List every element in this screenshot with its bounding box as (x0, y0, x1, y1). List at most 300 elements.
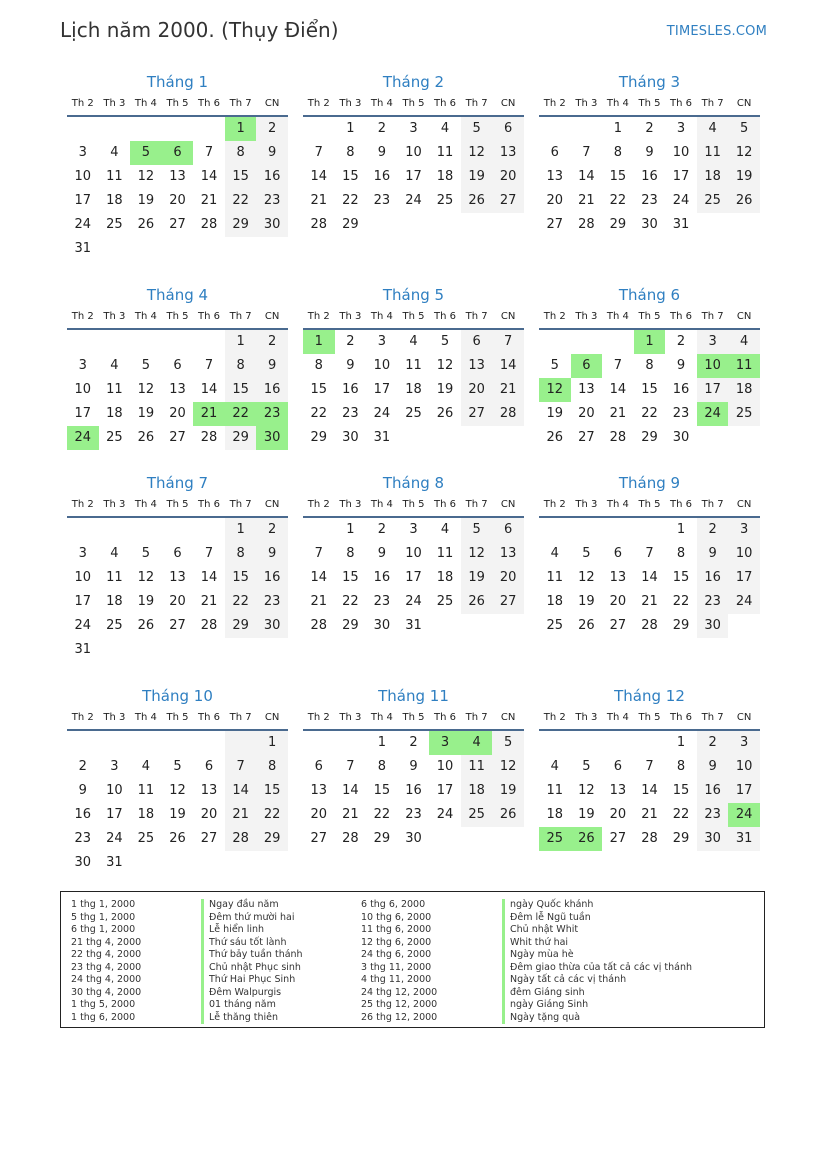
day-cell[interactable]: 5 (461, 117, 493, 141)
day-cell[interactable]: 16 (256, 378, 288, 402)
day-cell[interactable]: 19 (461, 566, 493, 590)
day-cell[interactable]: 8 (314, 358, 323, 373)
day-cell[interactable]: 4 (110, 546, 119, 561)
day-cell[interactable]: 16 (672, 382, 690, 397)
holiday-day-cell[interactable]: 4 (461, 731, 493, 755)
day-cell[interactable]: 30 (373, 618, 391, 633)
day-cell[interactable]: 13 (609, 783, 627, 798)
day-cell[interactable]: 28 (609, 430, 627, 445)
holiday-day-cell[interactable]: 25 (539, 827, 571, 851)
day-cell[interactable]: 11 (546, 570, 564, 585)
day-cell[interactable]: 9 (676, 358, 686, 373)
brand-link[interactable]: TIMESLES.COM (666, 24, 767, 39)
day-cell[interactable]: 7 (204, 145, 214, 160)
day-cell[interactable]: 17 (106, 807, 123, 822)
day-cell[interactable]: 18 (106, 406, 123, 421)
day-cell[interactable]: 5 (492, 731, 524, 755)
day-cell[interactable]: 23 (672, 406, 690, 421)
day-cell[interactable]: 4 (141, 759, 151, 774)
day-cell[interactable]: 7 (346, 759, 355, 774)
day-cell[interactable]: 21 (225, 803, 257, 827)
day-cell[interactable]: 5 (550, 358, 559, 373)
day-cell[interactable]: 4 (550, 759, 559, 774)
holiday-day-cell[interactable]: 10 (697, 354, 729, 378)
day-cell[interactable]: 6 (492, 518, 524, 542)
day-cell[interactable]: 20 (492, 165, 524, 189)
day-cell[interactable]: 19 (546, 406, 564, 421)
day-cell[interactable]: 22 (256, 803, 288, 827)
day-cell[interactable]: 11 (461, 755, 493, 779)
day-cell[interactable]: 6 (173, 358, 182, 373)
day-cell[interactable]: 13 (310, 783, 328, 798)
day-cell[interactable]: 17 (373, 382, 391, 397)
day-cell[interactable]: 2 (346, 334, 355, 349)
day-cell[interactable]: 6 (461, 330, 493, 354)
day-cell[interactable]: 28 (200, 217, 218, 232)
day-cell[interactable]: 26 (546, 430, 564, 445)
day-cell[interactable]: 12 (137, 382, 155, 397)
day-cell[interactable]: 31 (74, 241, 92, 256)
day-cell[interactable]: 9 (256, 542, 288, 566)
day-cell[interactable]: 21 (609, 406, 627, 421)
day-cell[interactable]: 16 (697, 566, 729, 590)
day-cell[interactable]: 22 (672, 594, 690, 609)
day-cell[interactable]: 9 (697, 542, 729, 566)
day-cell[interactable]: 24 (74, 618, 92, 633)
day-cell[interactable]: 25 (106, 430, 123, 445)
day-cell[interactable]: 27 (492, 590, 524, 614)
day-cell[interactable]: 25 (546, 618, 564, 633)
day-cell[interactable]: 12 (578, 783, 595, 798)
day-cell[interactable]: 1 (346, 121, 355, 136)
day-cell[interactable]: 20 (200, 807, 218, 822)
holiday-day-cell[interactable]: 21 (193, 402, 225, 426)
day-cell[interactable]: 14 (310, 169, 328, 184)
day-cell[interactable]: 16 (373, 169, 391, 184)
day-cell[interactable]: 23 (342, 406, 359, 421)
day-cell[interactable]: 16 (373, 570, 391, 585)
day-cell[interactable]: 12 (137, 169, 155, 184)
day-cell[interactable]: 10 (74, 382, 92, 397)
day-cell[interactable]: 3 (728, 731, 760, 755)
day-cell[interactable]: 21 (342, 807, 359, 822)
day-cell[interactable]: 17 (672, 169, 690, 184)
day-cell[interactable]: 28 (310, 217, 328, 232)
day-cell[interactable]: 5 (141, 546, 151, 561)
day-cell[interactable]: 23 (373, 594, 391, 609)
day-cell[interactable]: 21 (578, 193, 595, 208)
day-cell[interactable]: 1 (346, 522, 355, 537)
day-cell[interactable]: 24 (74, 217, 92, 232)
day-cell[interactable]: 12 (492, 755, 524, 779)
day-cell[interactable]: 5 (582, 759, 591, 774)
day-cell[interactable]: 2 (256, 117, 288, 141)
day-cell[interactable]: 19 (461, 165, 493, 189)
day-cell[interactable]: 3 (409, 121, 418, 136)
day-cell[interactable]: 7 (492, 330, 524, 354)
day-cell[interactable]: 20 (609, 807, 627, 822)
day-cell[interactable]: 6 (204, 759, 214, 774)
day-cell[interactable]: 4 (110, 145, 119, 160)
day-cell[interactable]: 24 (373, 406, 391, 421)
day-cell[interactable]: 13 (169, 382, 186, 397)
day-cell[interactable]: 23 (74, 831, 92, 846)
day-cell[interactable]: 27 (609, 618, 627, 633)
day-cell[interactable]: 9 (256, 354, 288, 378)
day-cell[interactable]: 15 (641, 382, 658, 397)
day-cell[interactable]: 6 (613, 759, 623, 774)
day-cell[interactable]: 16 (256, 566, 288, 590)
day-cell[interactable]: 24 (405, 193, 422, 208)
day-cell[interactable]: 7 (204, 546, 214, 561)
day-cell[interactable]: 20 (578, 406, 595, 421)
day-cell[interactable]: 19 (137, 594, 155, 609)
day-cell[interactable]: 6 (492, 117, 524, 141)
day-cell[interactable]: 28 (225, 827, 257, 851)
day-cell[interactable]: 29 (672, 618, 690, 633)
day-cell[interactable]: 23 (405, 807, 422, 822)
day-cell[interactable]: 17 (74, 594, 92, 609)
day-cell[interactable]: 25 (137, 831, 155, 846)
day-cell[interactable]: 12 (137, 570, 155, 585)
day-cell[interactable]: 30 (672, 430, 690, 445)
day-cell[interactable]: 14 (492, 354, 524, 378)
day-cell[interactable]: 22 (310, 406, 328, 421)
day-cell[interactable]: 18 (697, 165, 729, 189)
day-cell[interactable]: 20 (461, 378, 493, 402)
day-cell[interactable]: 14 (641, 783, 658, 798)
day-cell[interactable]: 18 (106, 594, 123, 609)
day-cell[interactable]: 3 (697, 330, 729, 354)
holiday-day-cell[interactable]: 1 (225, 117, 257, 141)
day-cell[interactable]: 13 (492, 141, 524, 165)
day-cell[interactable]: 18 (106, 193, 123, 208)
day-cell[interactable]: 14 (609, 382, 627, 397)
day-cell[interactable]: 8 (256, 755, 288, 779)
day-cell[interactable]: 1 (676, 735, 686, 750)
day-cell[interactable]: 29 (225, 213, 257, 237)
day-cell[interactable]: 12 (578, 570, 595, 585)
day-cell[interactable]: 2 (697, 518, 729, 542)
day-cell[interactable]: 29 (225, 426, 257, 450)
day-cell[interactable]: 29 (310, 430, 328, 445)
day-cell[interactable]: 20 (609, 594, 627, 609)
day-cell[interactable]: 2 (676, 334, 686, 349)
day-cell[interactable]: 16 (256, 165, 288, 189)
day-cell[interactable]: 21 (310, 594, 328, 609)
day-cell[interactable]: 15 (256, 779, 288, 803)
day-cell[interactable]: 23 (641, 193, 658, 208)
day-cell[interactable]: 30 (697, 614, 729, 638)
day-cell[interactable]: 17 (74, 193, 92, 208)
day-cell[interactable]: 18 (546, 807, 564, 822)
day-cell[interactable]: 8 (225, 141, 257, 165)
day-cell[interactable]: 15 (225, 378, 257, 402)
day-cell[interactable]: 7 (204, 358, 214, 373)
day-cell[interactable]: 13 (492, 542, 524, 566)
day-cell[interactable]: 1 (676, 522, 686, 537)
day-cell[interactable]: 15 (672, 783, 690, 798)
day-cell[interactable]: 26 (137, 618, 155, 633)
day-cell[interactable]: 8 (346, 145, 355, 160)
day-cell[interactable]: 8 (676, 546, 686, 561)
day-cell[interactable]: 11 (106, 382, 123, 397)
day-cell[interactable]: 4 (440, 121, 450, 136)
day-cell[interactable]: 8 (377, 759, 387, 774)
day-cell[interactable]: 14 (578, 169, 595, 184)
day-cell[interactable]: 11 (436, 546, 454, 561)
day-cell[interactable]: 2 (256, 518, 288, 542)
holiday-day-cell[interactable]: 26 (571, 827, 603, 851)
day-cell[interactable]: 28 (310, 618, 328, 633)
day-cell[interactable]: 20 (169, 406, 186, 421)
holiday-day-cell[interactable]: 6 (162, 141, 194, 165)
day-cell[interactable]: 18 (436, 169, 454, 184)
day-cell[interactable]: 13 (578, 382, 595, 397)
day-cell[interactable]: 24 (405, 594, 422, 609)
day-cell[interactable]: 30 (405, 831, 422, 846)
day-cell[interactable]: 14 (200, 382, 218, 397)
day-cell[interactable]: 21 (200, 594, 218, 609)
day-cell[interactable]: 12 (728, 141, 760, 165)
holiday-day-cell[interactable]: 1 (303, 330, 335, 354)
day-cell[interactable]: 4 (697, 117, 729, 141)
day-cell[interactable]: 14 (641, 570, 658, 585)
day-cell[interactable]: 4 (110, 358, 119, 373)
day-cell[interactable]: 21 (641, 807, 658, 822)
day-cell[interactable]: 8 (225, 542, 257, 566)
holiday-day-cell[interactable]: 22 (225, 402, 257, 426)
day-cell[interactable]: 1 (256, 731, 288, 755)
day-cell[interactable]: 20 (310, 807, 328, 822)
day-cell[interactable]: 20 (169, 594, 186, 609)
day-cell[interactable]: 26 (461, 189, 493, 213)
holiday-day-cell[interactable]: 3 (429, 731, 461, 755)
day-cell[interactable]: 27 (578, 430, 595, 445)
day-cell[interactable]: 10 (436, 759, 454, 774)
day-cell[interactable]: 22 (672, 807, 690, 822)
day-cell[interactable]: 18 (461, 779, 493, 803)
day-cell[interactable]: 29 (641, 430, 658, 445)
day-cell[interactable]: 4 (728, 330, 760, 354)
day-cell[interactable]: 3 (78, 358, 87, 373)
day-cell[interactable]: 19 (728, 165, 760, 189)
day-cell[interactable]: 3 (676, 121, 686, 136)
day-cell[interactable]: 26 (728, 189, 760, 213)
day-cell[interactable]: 27 (169, 430, 186, 445)
day-cell[interactable]: 2 (645, 121, 654, 136)
day-cell[interactable]: 22 (609, 193, 627, 208)
day-cell[interactable]: 31 (74, 642, 92, 657)
day-cell[interactable]: 25 (436, 594, 454, 609)
day-cell[interactable]: 22 (373, 807, 391, 822)
day-cell[interactable]: 20 (492, 566, 524, 590)
day-cell[interactable]: 2 (409, 735, 418, 750)
day-cell[interactable]: 13 (169, 169, 186, 184)
day-cell[interactable]: 21 (310, 193, 328, 208)
day-cell[interactable]: 27 (169, 217, 186, 232)
day-cell[interactable]: 15 (342, 169, 359, 184)
day-cell[interactable]: 25 (461, 803, 493, 827)
day-cell[interactable]: 24 (672, 193, 690, 208)
day-cell[interactable]: 5 (728, 117, 760, 141)
holiday-day-cell[interactable]: 24 (67, 426, 99, 450)
day-cell[interactable]: 20 (546, 193, 564, 208)
day-cell[interactable]: 17 (405, 570, 422, 585)
day-cell[interactable]: 28 (200, 618, 218, 633)
day-cell[interactable]: 28 (342, 831, 359, 846)
day-cell[interactable]: 6 (550, 145, 559, 160)
day-cell[interactable]: 5 (141, 358, 151, 373)
day-cell[interactable]: 16 (74, 807, 92, 822)
holiday-day-cell[interactable]: 1 (634, 330, 666, 354)
day-cell[interactable]: 22 (641, 406, 658, 421)
day-cell[interactable]: 18 (137, 807, 155, 822)
day-cell[interactable]: 26 (137, 430, 155, 445)
day-cell[interactable]: 25 (728, 402, 760, 426)
day-cell[interactable]: 17 (405, 169, 422, 184)
day-cell[interactable]: 15 (373, 783, 391, 798)
day-cell[interactable]: 19 (137, 406, 155, 421)
day-cell[interactable]: 23 (373, 193, 391, 208)
day-cell[interactable]: 3 (78, 546, 87, 561)
day-cell[interactable]: 10 (373, 358, 391, 373)
day-cell[interactable]: 31 (672, 217, 690, 232)
day-cell[interactable]: 24 (728, 590, 760, 614)
day-cell[interactable]: 10 (74, 169, 92, 184)
day-cell[interactable]: 29 (373, 831, 391, 846)
day-cell[interactable]: 25 (697, 189, 729, 213)
day-cell[interactable]: 16 (405, 783, 422, 798)
day-cell[interactable]: 28 (641, 831, 658, 846)
day-cell[interactable]: 27 (492, 189, 524, 213)
day-cell[interactable]: 1 (225, 518, 257, 542)
day-cell[interactable]: 26 (169, 831, 186, 846)
day-cell[interactable]: 7 (582, 145, 591, 160)
day-cell[interactable]: 22 (225, 590, 257, 614)
holiday-day-cell[interactable]: 12 (539, 378, 571, 402)
day-cell[interactable]: 9 (409, 759, 418, 774)
day-cell[interactable]: 31 (405, 618, 422, 633)
day-cell[interactable]: 10 (405, 145, 422, 160)
day-cell[interactable]: 19 (578, 594, 595, 609)
day-cell[interactable]: 8 (346, 546, 355, 561)
day-cell[interactable]: 21 (641, 594, 658, 609)
day-cell[interactable]: 25 (106, 217, 123, 232)
day-cell[interactable]: 26 (137, 217, 155, 232)
holiday-day-cell[interactable]: 11 (728, 354, 760, 378)
day-cell[interactable]: 13 (609, 570, 627, 585)
day-cell[interactable]: 29 (256, 827, 288, 851)
day-cell[interactable]: 25 (106, 618, 123, 633)
day-cell[interactable]: 14 (200, 570, 218, 585)
day-cell[interactable]: 17 (697, 378, 729, 402)
holiday-day-cell[interactable]: 24 (728, 803, 760, 827)
day-cell[interactable]: 12 (169, 783, 186, 798)
day-cell[interactable]: 28 (578, 217, 595, 232)
day-cell[interactable]: 24 (436, 807, 454, 822)
day-cell[interactable]: 10 (405, 546, 422, 561)
day-cell[interactable]: 18 (546, 594, 564, 609)
day-cell[interactable]: 2 (697, 731, 729, 755)
day-cell[interactable]: 21 (200, 193, 218, 208)
day-cell[interactable]: 10 (728, 542, 760, 566)
day-cell[interactable]: 18 (728, 378, 760, 402)
day-cell[interactable]: 27 (310, 831, 328, 846)
day-cell[interactable]: 8 (225, 354, 257, 378)
day-cell[interactable]: 14 (310, 570, 328, 585)
day-cell[interactable]: 8 (676, 759, 686, 774)
day-cell[interactable]: 2 (377, 121, 387, 136)
day-cell[interactable]: 7 (225, 755, 257, 779)
day-cell[interactable]: 2 (256, 330, 288, 354)
day-cell[interactable]: 31 (106, 855, 123, 870)
day-cell[interactable]: 24 (106, 831, 123, 846)
day-cell[interactable]: 27 (200, 831, 218, 846)
day-cell[interactable]: 15 (342, 570, 359, 585)
day-cell[interactable]: 6 (613, 546, 623, 561)
day-cell[interactable]: 27 (461, 402, 493, 426)
day-cell[interactable]: 13 (461, 354, 493, 378)
day-cell[interactable]: 7 (314, 145, 323, 160)
day-cell[interactable]: 15 (310, 382, 328, 397)
day-cell[interactable]: 10 (74, 570, 92, 585)
day-cell[interactable]: 17 (728, 779, 760, 803)
day-cell[interactable]: 6 (314, 759, 323, 774)
day-cell[interactable]: 14 (225, 779, 257, 803)
day-cell[interactable]: 25 (436, 193, 454, 208)
day-cell[interactable]: 17 (74, 406, 92, 421)
day-cell[interactable]: 21 (492, 378, 524, 402)
day-cell[interactable]: 30 (641, 217, 658, 232)
day-cell[interactable]: 11 (106, 570, 123, 585)
day-cell[interactable]: 15 (225, 165, 257, 189)
day-cell[interactable]: 30 (256, 614, 288, 638)
day-cell[interactable]: 1 (377, 735, 387, 750)
day-cell[interactable]: 9 (377, 145, 387, 160)
day-cell[interactable]: 23 (697, 803, 729, 827)
day-cell[interactable]: 12 (436, 358, 454, 373)
day-cell[interactable]: 16 (342, 382, 359, 397)
day-cell[interactable]: 11 (436, 145, 454, 160)
day-cell[interactable]: 9 (697, 755, 729, 779)
day-cell[interactable]: 3 (728, 518, 760, 542)
day-cell[interactable]: 17 (728, 566, 760, 590)
day-cell[interactable]: 27 (169, 618, 186, 633)
day-cell[interactable]: 9 (346, 358, 355, 373)
day-cell[interactable]: 11 (697, 141, 729, 165)
day-cell[interactable]: 14 (342, 783, 359, 798)
day-cell[interactable]: 3 (110, 759, 119, 774)
day-cell[interactable]: 2 (78, 759, 87, 774)
day-cell[interactable]: 31 (373, 430, 391, 445)
day-cell[interactable]: 31 (728, 827, 760, 851)
day-cell[interactable]: 13 (546, 169, 564, 184)
day-cell[interactable]: 26 (492, 803, 524, 827)
day-cell[interactable]: 19 (436, 382, 454, 397)
day-cell[interactable]: 10 (728, 755, 760, 779)
day-cell[interactable]: 27 (609, 831, 627, 846)
day-cell[interactable]: 11 (106, 169, 123, 184)
day-cell[interactable]: 16 (641, 169, 658, 184)
day-cell[interactable]: 23 (256, 590, 288, 614)
day-cell[interactable]: 12 (461, 542, 493, 566)
day-cell[interactable]: 19 (169, 807, 186, 822)
day-cell[interactable]: 8 (613, 145, 623, 160)
day-cell[interactable]: 5 (440, 334, 450, 349)
day-cell[interactable]: 6 (173, 546, 182, 561)
day-cell[interactable]: 29 (342, 217, 359, 232)
